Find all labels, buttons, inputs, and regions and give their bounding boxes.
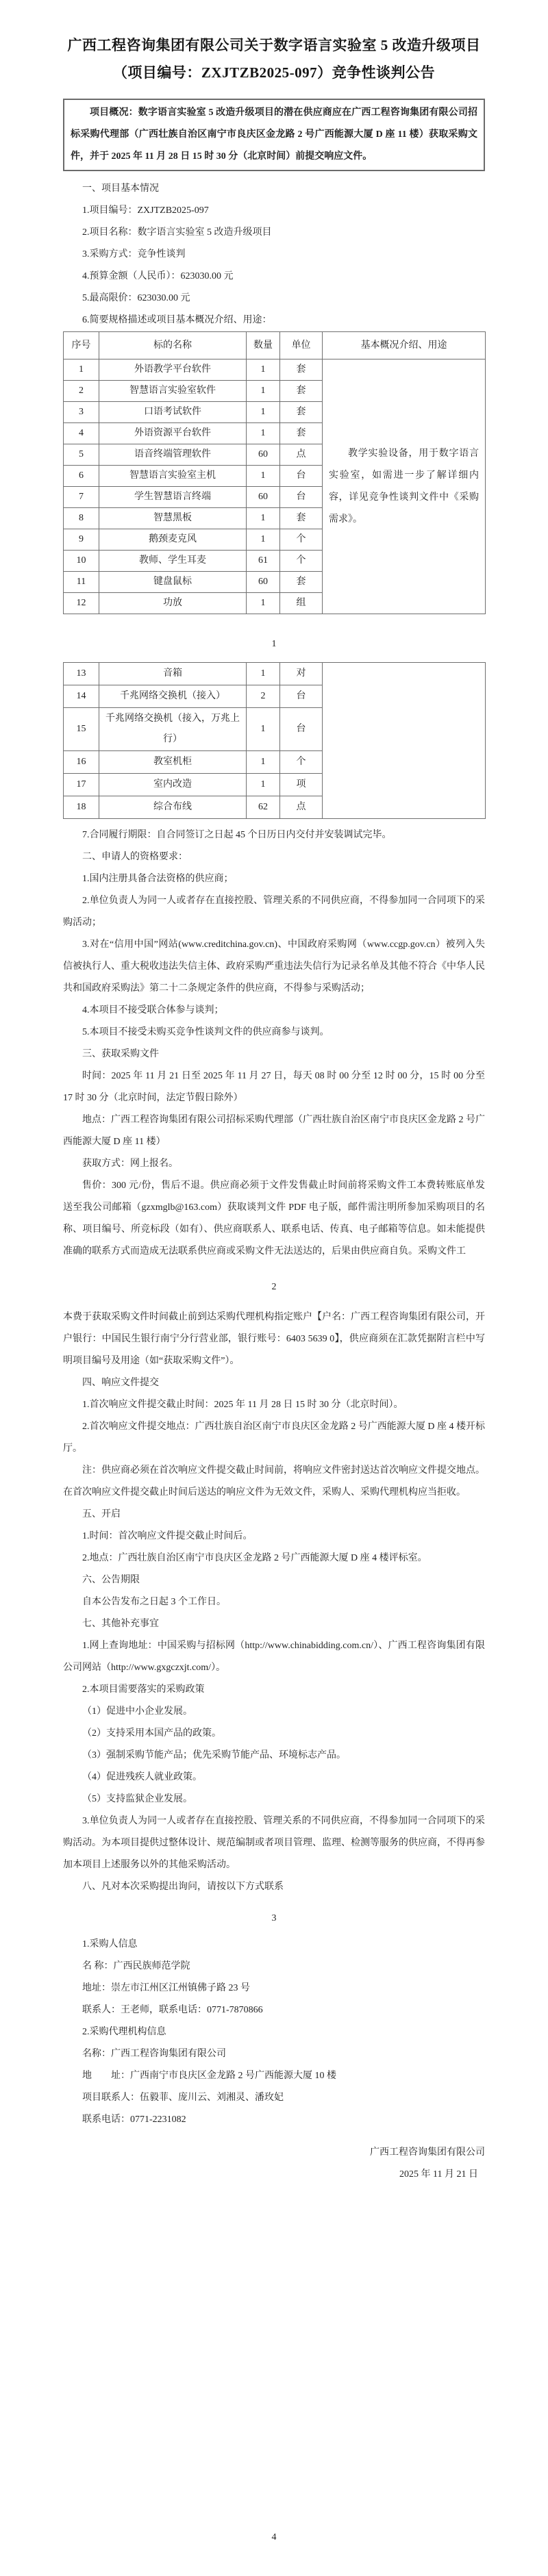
cell-qty: 60: [247, 487, 280, 508]
cell-unit: 台: [280, 685, 323, 708]
col-header-name: 标的名称: [99, 332, 247, 359]
cell-unit: 点: [280, 444, 323, 466]
paragraph: 4.本项目不接受联合体参与谈判；: [82, 1005, 224, 1015]
table-row: [64, 663, 486, 685]
page-number-1: 1: [271, 639, 277, 649]
cell-qty: 1: [247, 663, 280, 685]
cell-no: 6: [64, 466, 99, 487]
paragraph: 五、开启: [82, 1509, 121, 1519]
paragraph: 5.最高限价：623030.00 元: [82, 293, 190, 303]
paragraph: 2.首次响应文件提交地点：广西壮族自治区南宁市良庆区金龙路 2 号广西能源大厦 D 座 4 楼开标厅。: [63, 1422, 485, 1454]
paragraph: （2）支持采用本国产品的政策。: [82, 1728, 221, 1739]
cell-unit: 个: [280, 751, 323, 774]
paragraph: 地点：广西工程咨询集团有限公司招标采购代理部（广西壮族自治区南宁市良庆区金龙路 2 号广西能源大厦 D 座 11 楼）: [63, 1115, 485, 1147]
cell-no: 7: [64, 487, 99, 508]
cell-unit: 组: [280, 593, 323, 614]
cell-name: 语音终端管理软件: [99, 444, 247, 466]
paragraph: 3.对在“信用中国”网站(www.creditchina.gov.cn)、中国政府采购网（www.ccgp.gov.cn）被列入失信被执行人、重大税收违法失信主体、政府采购严重违法失信行为记录名单及其他不符合《中华人民共和国政府采购法》第二十二条规定条件的供应商，不得参与采购活动；: [63, 939, 485, 994]
cell-name: 室内改造: [99, 774, 247, 796]
paragraph: 5.本项目不接受未购买竞争性谈判文件的供应商参与谈判。: [82, 1027, 329, 1037]
cell-name: 教室机柜: [99, 751, 247, 774]
paragraph: 本费于获取采购文件时间截止前到达采购代理机构指定账户【户名：广西工程咨询集团有限公司，开户银行：中国民生银行南宁分行营业部，银行账号：6403 5639 0】，供应商须在汇款凭据附言栏中写明项目编号及用途（如“获取采购文件”）。: [63, 1312, 485, 1366]
paragraph: 地 址：广西南宁市良庆区金龙路 2 号广西能源大厦 10 楼: [82, 2071, 336, 2081]
paragraph: 6.简要规格描述或项目基本概况介绍、用途：: [82, 315, 272, 325]
cell-unit: 个: [280, 529, 323, 551]
paragraph: （1）促进中小企业发展。: [82, 1706, 192, 1717]
cell-qty: 1: [247, 402, 280, 423]
cell-unit: 个: [280, 551, 323, 572]
cell-name: 教师、学生耳麦: [99, 551, 247, 572]
cell-unit: 套: [280, 508, 323, 529]
paragraph: 1.项目编号：ZXJTZB2025-097: [82, 205, 209, 216]
cell-name: 千兆网络交换机（接入）: [99, 685, 247, 708]
cell-name: 千兆网络交换机（接入，万兆上行）: [99, 708, 247, 751]
paragraph: 1.网上查询地址：中国采购与招标网（http://www.chinabidding.com.cn/）、广西工程咨询集团有限公司网站（http://www.gxgczxjt.com/）。: [63, 1641, 485, 1673]
cell-no: 16: [64, 751, 99, 774]
cell-unit: 套: [280, 402, 323, 423]
cell-no: 2: [64, 381, 99, 402]
cell-qty: 1: [247, 423, 280, 444]
cell-qty: 1: [247, 529, 280, 551]
paragraph: 7.合同履行期限：自合同签订之日起 45 个日历日内交付并安装调试完毕。: [82, 830, 392, 840]
paragraph: 获取方式：网上报名。: [82, 1159, 178, 1169]
paragraph: 时间：2025 年 11 月 21 日至 2025 年 11 月 27 日，每天 08 时 00 分至 12 时 00 分，15 时 00 分至 17 时 30 分（北京时间，法定节假日除外）: [63, 1071, 485, 1103]
cell-name: 功放: [99, 593, 247, 614]
paragraph: 注：供应商必须在首次响应文件提交截止时间前，将响应文件密封送达首次响应文件提交地点。在首次响应文件提交截止时间后送达的响应文件为无效文件，采购人、采购代理机构应当拒收。: [63, 1465, 485, 1498]
signature-company: 广西工程咨询集团有限公司: [370, 2147, 485, 2158]
cell-qty: 1: [247, 466, 280, 487]
paragraph: 联系人：王老师，联系电话：0771-7870866: [82, 2005, 263, 2015]
cell-no: 3: [64, 402, 99, 423]
document-title: [63, 0, 485, 86]
cell-name: 学生智慧语言终端: [99, 487, 247, 508]
cell-unit: 点: [280, 796, 323, 819]
cell-qty: 1: [247, 508, 280, 529]
cell-no: 15: [64, 708, 99, 751]
paragraph: 售价：300 元/份，售后不退。供应商必须于文件发售截止时间前将采购文件工本费转账底单发送至我公司邮箱（gzxmglb@163.com）获取谈判文件 PDF 电子版，邮件需注明所参加采购项目的名称、项目编号、所竞标段（如有）、供应商联系人、联系电话、传真、电子邮箱等信息。如未能提供准确的联系方式而造成无法联系供应商或采购文件无法送达的，后果由供应商自负。采购文件工: [63, 1180, 485, 1257]
paragraph: 八、凡对本次采购提出询问，请按以下方式联系: [82, 1882, 284, 1892]
title-line-1: 广西工程咨询集团有限公司关于数字语言实验室 5 改造升级项目: [67, 37, 481, 53]
cell-unit: 台: [280, 466, 323, 487]
cell-name: 外语资源平台软件: [99, 423, 247, 444]
paragraph: 三、获取采购文件: [82, 1049, 159, 1059]
cell-unit: 台: [280, 487, 323, 508]
items-table-part2: [63, 662, 486, 819]
cell-qty: 1: [247, 708, 280, 751]
cell-qty: 60: [247, 444, 280, 466]
title-line-2: （项目编号：ZXJTZB2025-097）竞争性谈判公告: [112, 64, 436, 81]
cell-qty: 1: [247, 381, 280, 402]
paragraph: 一、项目基本情况: [82, 184, 159, 194]
cell-unit: 对: [280, 663, 323, 685]
page-number-2: 2: [271, 1282, 277, 1292]
section-submission-and-notes: [63, 1306, 485, 1898]
cell-name: 智慧语言实验室软件: [99, 381, 247, 402]
paragraph: 六、公告期限: [82, 1575, 140, 1585]
cell-no: 11: [64, 572, 99, 593]
usage-note-text: 教学实验设备，用于数字语言实验室，如需进一步了解详细内容，详见竞争性谈判文件中《采购需求》。: [329, 448, 479, 525]
cell-name: 鹅颈麦克风: [99, 529, 247, 551]
project-overview-text: 项目概况：数字语言实验室 5 改造升级项目的潜在供应商应在广西工程咨询集团有限公司招标采购代理部（广西壮族自治区南宁市良庆区金龙路 2 号广西能源大厦 D 座 11 楼）获取采购文件，并于 2025 年 11 月 28 日 15 时 30 分（北京时间）前提交响应文件。: [71, 108, 477, 162]
usage-note-cell: [323, 359, 486, 614]
paragraph: 1.采购人信息: [82, 1939, 138, 1949]
section-basic-info: [63, 178, 485, 331]
section-contact-info: [63, 1934, 485, 2131]
paragraph: 3.单位负责人为同一人或者存在直接控股、管理关系的不同供应商，不得参加同一合同项下的采购活动。为本项目提供过整体设计、规范编制或者项目管理、监理、检测等服务的供应商，不得再参加本项目上述服务以外的其他采购活动。: [63, 1816, 485, 1870]
cell-unit: 项: [280, 774, 323, 796]
col-header-qty: 数量: [247, 332, 280, 359]
cell-unit: 套: [280, 572, 323, 593]
paragraph: 4.预算金额（人民币）：623030.00 元: [82, 271, 234, 281]
signature-date: 2025 年 11 月 21 日: [399, 2169, 478, 2180]
signature-block: [63, 2142, 485, 2186]
paragraph: 项目联系人：伍毅菲、庞川云、刘湘灵、潘玫妃: [82, 2093, 284, 2103]
paragraph: 七、其他补充事宜: [82, 1619, 159, 1629]
cell-name: 智慧黑板: [99, 508, 247, 529]
section-qualifications-and-documents: [63, 824, 485, 1263]
cell-no: 14: [64, 685, 99, 708]
paragraph: 地址：崇左市江州区江州镇佛子路 23 号: [82, 1983, 250, 1993]
paragraph: 2.单位负责人为同一人或者存在直接控股、管理关系的不同供应商，不得参加同一合同项下的采购活动；: [63, 896, 485, 928]
paragraph: 2.本项目需要落实的采购政策: [82, 1684, 205, 1695]
cell-no: 5: [64, 444, 99, 466]
cell-no: 12: [64, 593, 99, 614]
cell-no: 1: [64, 359, 99, 381]
paragraph: 1.首次响应文件提交截止时间：2025 年 11 月 28 日 15 时 30 分（北京时间）。: [82, 1400, 403, 1410]
cell-name: 综合布线: [99, 796, 247, 819]
paragraph: 自本公告发布之日起 3 个工作日。: [82, 1597, 226, 1607]
paragraph: 1.国内注册具备合法资格的供应商；: [82, 874, 234, 884]
cell-unit: 套: [280, 381, 323, 402]
cell-no: 13: [64, 663, 99, 685]
page-number-4: 4: [271, 2532, 277, 2542]
page-number-3: 3: [271, 1913, 277, 1923]
cell-qty: 60: [247, 572, 280, 593]
paragraph: （4）促进残疾人就业政策。: [82, 1772, 202, 1782]
paragraph: 四、响应文件提交: [82, 1378, 159, 1388]
paragraph: 2.地点：广西壮族自治区南宁市良庆区金龙路 2 号广西能源大厦 D 座 4 楼评标室。: [82, 1553, 427, 1563]
cell-unit: 套: [280, 359, 323, 381]
cell-qty: 61: [247, 551, 280, 572]
paragraph: 3.采购方式：竞争性谈判: [82, 249, 186, 260]
project-overview-box: [63, 99, 485, 171]
cell-qty: 1: [247, 593, 280, 614]
col-header-unit: 单位: [280, 332, 323, 359]
cell-unit: 台: [280, 708, 323, 751]
paragraph: 名称：广西工程咨询集团有限公司: [82, 2049, 226, 2059]
table-row: [64, 359, 486, 381]
col-header-usage: 基本概况介绍、用途: [323, 332, 486, 359]
paragraph: 2.采购代理机构信息: [82, 2027, 166, 2037]
cell-qty: 1: [247, 774, 280, 796]
cell-no: 18: [64, 796, 99, 819]
paragraph: 联系电话：0771-2231082: [82, 2114, 186, 2125]
cell-name: 智慧语言实验室主机: [99, 466, 247, 487]
cell-name: 键盘鼠标: [99, 572, 247, 593]
cell-no: 8: [64, 508, 99, 529]
cell-qty: 1: [247, 359, 280, 381]
cell-unit: 套: [280, 423, 323, 444]
paragraph: 1.时间：首次响应文件提交截止时间后。: [82, 1531, 253, 1541]
cell-qty: 62: [247, 796, 280, 819]
cell-no: 9: [64, 529, 99, 551]
cell-name: 音箱: [99, 663, 247, 685]
paragraph: 二、申请人的资格要求：: [82, 852, 188, 862]
paragraph: 2.项目名称：数字语言实验室 5 改造升级项目: [82, 227, 272, 238]
usage-note-cell: [323, 663, 486, 819]
table-header-row: [64, 332, 486, 359]
cell-name: 外语教学平台软件: [99, 359, 247, 381]
cell-qty: 1: [247, 751, 280, 774]
cell-qty: 2: [247, 685, 280, 708]
items-table-part1: [63, 331, 486, 614]
cell-no: 17: [64, 774, 99, 796]
paragraph: 名 称：广西民族师范学院: [82, 1961, 190, 1971]
cell-name: 口语考试软件: [99, 402, 247, 423]
paragraph: （3）强制采购节能产品；优先采购节能产品、环境标志产品。: [82, 1750, 346, 1760]
col-header-seq: 序号: [64, 332, 99, 359]
cell-no: 10: [64, 551, 99, 572]
cell-no: 4: [64, 423, 99, 444]
paragraph: （5）支持监狱企业发展。: [82, 1794, 192, 1804]
